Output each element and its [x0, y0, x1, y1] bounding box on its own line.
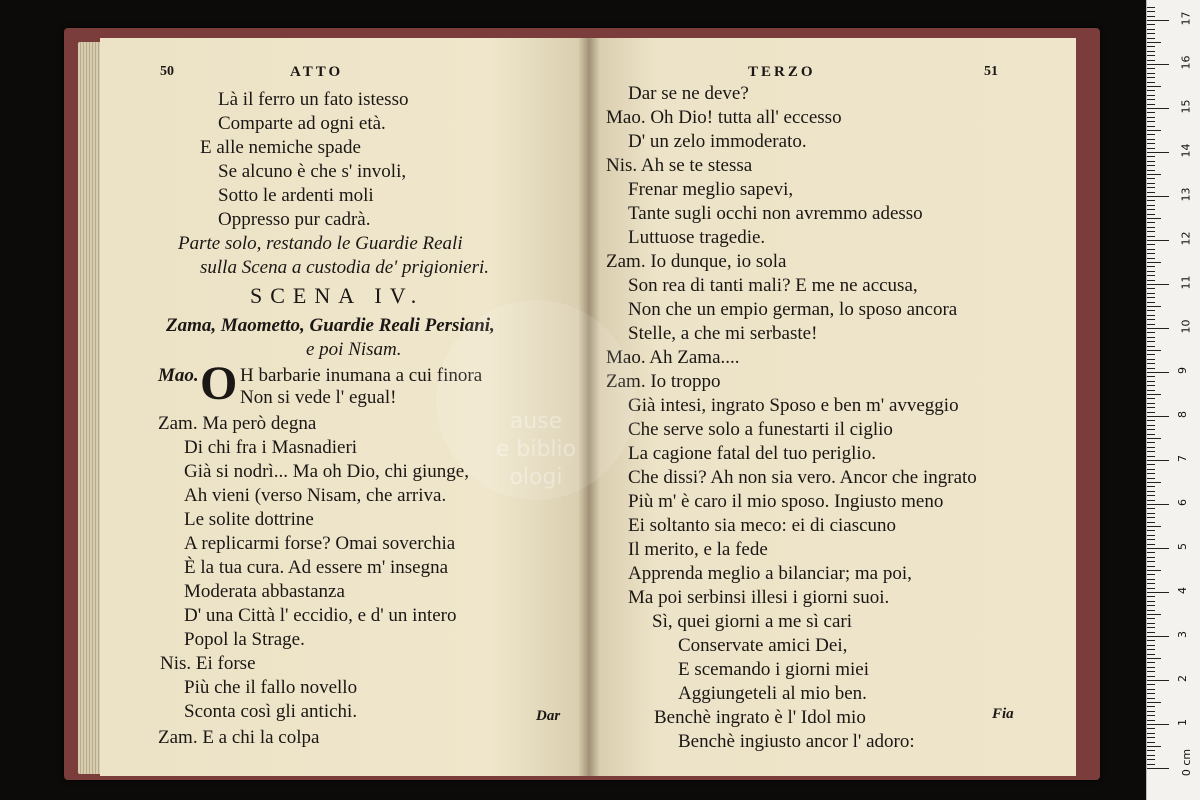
ruler-tick [1147, 258, 1155, 259]
ruler-tick [1147, 473, 1155, 474]
ruler-tick [1147, 447, 1155, 448]
speaker-mao: Mao. [158, 365, 199, 386]
ruler-number: 16 [1179, 55, 1193, 70]
ruler-tick [1147, 605, 1155, 606]
ruler-tick [1147, 231, 1155, 232]
ruler-tick [1147, 156, 1155, 157]
ruler-tick [1147, 526, 1161, 527]
right-line-14: Già intesi, ingrato Sposo e ben m' avveggio [628, 395, 959, 416]
right-line-25: E scemando i giorni miei [678, 659, 870, 680]
ruler-tick [1147, 363, 1155, 364]
ruler-tick [1147, 130, 1161, 131]
ruler-tick [1147, 214, 1155, 215]
ruler-tick [1147, 174, 1161, 175]
ruler-tick [1147, 178, 1155, 179]
right-line-11: Stelle, a che mi serbaste! [628, 323, 818, 344]
ruler-tick [1147, 222, 1155, 223]
ruler-tick [1147, 86, 1161, 87]
ruler-tick [1147, 55, 1155, 56]
ruler-tick [1147, 702, 1161, 703]
left-line-mao-2: Non si vede l' egual! [240, 387, 397, 408]
ruler-tick [1147, 187, 1155, 188]
ruler-tick [1147, 209, 1155, 210]
right-line-9: Son rea di tanti mali? E me ne accusa, [628, 275, 918, 296]
ruler-number: 8 [1176, 411, 1189, 418]
ruler-tick [1147, 456, 1155, 457]
ruler-number: 4 [1176, 587, 1189, 594]
ruler-tick [1147, 29, 1155, 30]
ruler-tick [1147, 398, 1155, 399]
ruler-tick [1147, 33, 1155, 34]
ruler-tick [1147, 16, 1155, 17]
ruler-tick [1147, 662, 1155, 663]
ruler-tick [1147, 152, 1169, 153]
ruler-tick [1147, 271, 1155, 272]
measurement-ruler [1146, 0, 1200, 800]
ruler-tick [1147, 381, 1155, 382]
ruler-tick [1147, 297, 1155, 298]
left-line-zam-8: Moderata abbastanza [184, 581, 345, 602]
ruler-tick [1147, 478, 1155, 479]
ruler-number: 11 [1179, 275, 1193, 290]
ruler-tick [1147, 596, 1155, 597]
ruler-number: 15 [1179, 99, 1193, 114]
ruler-tick [1147, 715, 1155, 716]
ruler-tick [1147, 676, 1155, 677]
left-line-nis-3: Sconta così gli antichi. [184, 701, 358, 722]
ruler-tick [1147, 491, 1155, 492]
library-watermark [436, 300, 636, 500]
ruler-tick [1147, 460, 1169, 461]
ruler-tick [1147, 275, 1155, 276]
left-line-zam-1: Zam. Ma però degna [158, 413, 317, 434]
left-line-zam-5: Le solite dottrine [184, 509, 314, 530]
ruler-tick [1147, 240, 1169, 241]
ruler-tick [1147, 412, 1155, 413]
left-line-zam-7: È la tua cura. Ad essere m' insegna [184, 557, 449, 578]
ruler-tick [1147, 11, 1155, 12]
right-line-8: Zam. Io dunque, io sola [606, 251, 787, 272]
right-line-26: Aggiungeteli al mio ben. [678, 683, 867, 704]
right-line-24: Conservate amici Dei, [678, 635, 848, 656]
ruler-tick [1147, 442, 1155, 443]
ruler-tick [1147, 324, 1155, 325]
drop-cap: O [200, 357, 238, 410]
ruler-tick [1147, 728, 1155, 729]
ruler-tick [1147, 636, 1169, 637]
ruler-tick [1147, 64, 1169, 65]
left-line-zam-last: Zam. E a chi la colpa [158, 727, 320, 748]
left-line-zam-2: Di chi fra i Masnadieri [184, 437, 358, 458]
ruler-tick [1147, 742, 1155, 743]
ruler-tick [1147, 737, 1155, 738]
ruler-tick [1147, 82, 1155, 83]
ruler-tick [1147, 284, 1169, 285]
ruler-tick [1147, 640, 1155, 641]
ruler-number: 14 [1179, 143, 1193, 158]
ruler-tick [1147, 623, 1155, 624]
ruler-tick [1147, 385, 1155, 386]
ruler-tick [1147, 434, 1155, 435]
ruler-tick [1147, 755, 1155, 756]
ruler-tick [1147, 236, 1155, 237]
right-line-21: Apprenda meglio a bilanciar; ma poi, [628, 563, 912, 584]
ruler-tick [1147, 73, 1155, 74]
ruler-tick [1147, 658, 1161, 659]
ruler-tick [1147, 359, 1155, 360]
ruler-tick [1147, 733, 1155, 734]
ruler-tick [1147, 95, 1155, 96]
ruler-tick [1147, 346, 1155, 347]
ruler-tick [1147, 724, 1169, 725]
ruler-tick [1147, 618, 1155, 619]
ruler-number: 10 [1179, 319, 1193, 334]
ruler-tick [1147, 293, 1155, 294]
ruler-tick [1147, 394, 1161, 395]
ruler-tick [1147, 768, 1169, 769]
left-line-nis-2: Più che il fallo novello [184, 677, 358, 698]
ruler-tick [1147, 42, 1161, 43]
ruler-tick [1147, 610, 1155, 611]
ruler-tick [1147, 319, 1155, 320]
left-line-zam-9: D' una Città l' eccidio, e d' un intero [184, 605, 457, 626]
right-line-18: Più m' è caro il mio sposo. Ingiusto meno [628, 491, 944, 512]
ruler-tick [1147, 425, 1155, 426]
ruler-tick [1147, 500, 1155, 501]
scene-title: SCENA IV. [250, 283, 425, 308]
ruler-tick [1147, 627, 1155, 628]
right-line-17: Che dissi? Ah non sia vero. Ancor che ingrato [628, 467, 977, 488]
left-line-4: Se alcuno è che s' involi, [218, 161, 407, 182]
ruler-tick [1147, 117, 1155, 118]
ruler-tick [1147, 544, 1155, 545]
left-running-header: ATTO [290, 64, 344, 80]
left-line-zam-4: Ah vieni (verso Nisam, che arriva. [184, 485, 447, 506]
ruler-tick [1147, 328, 1169, 329]
ruler-tick [1147, 24, 1155, 25]
ruler-tick [1147, 451, 1155, 452]
right-line-5: Frenar meglio sapevi, [628, 179, 794, 200]
ruler-tick [1147, 332, 1155, 333]
ruler-tick [1147, 539, 1155, 540]
right-line-13: Zam. Io troppo [606, 371, 721, 392]
stage-direction-1: Parte solo, restando le Guardie Reali [178, 233, 463, 254]
ruler-tick [1147, 253, 1155, 254]
ruler-tick [1147, 121, 1155, 122]
ruler-tick [1147, 746, 1161, 747]
ruler-tick [1147, 368, 1155, 369]
right-line-10: Non che un empio german, lo sposo ancora [628, 299, 958, 320]
characters-line-1: Zama, Maometto, Guardie Reali Persiani, [166, 315, 495, 336]
ruler-tick [1147, 350, 1161, 351]
ruler-tick [1147, 566, 1155, 567]
ruler-tick [1147, 522, 1155, 523]
ruler-tick [1147, 706, 1155, 707]
ruler-tick [1147, 68, 1155, 69]
ruler-tick [1147, 667, 1155, 668]
ruler-tick [1147, 632, 1155, 633]
ruler-tick [1147, 689, 1155, 690]
ruler-tick [1147, 51, 1155, 52]
right-line-7: Luttuose tragedie. [628, 227, 766, 248]
ruler-tick [1147, 438, 1161, 439]
ruler-tick [1147, 614, 1161, 615]
left-line-1: Là il ferro un fato istesso [218, 89, 409, 110]
ruler-tick [1147, 530, 1155, 531]
characters-line-2: e poi Nisam. [306, 339, 402, 360]
ruler-tick [1147, 552, 1155, 553]
right-line-22: Ma poi serbinsi illesi i giorni suoi. [628, 587, 890, 608]
ruler-tick [1147, 134, 1155, 135]
stage-direction-2: sulla Scena a custodia de' prigionieri. [200, 257, 490, 278]
left-line-6: Oppresso pur cadrà. [218, 209, 371, 230]
ruler-tick [1147, 513, 1155, 514]
ruler-tick [1147, 548, 1169, 549]
ruler-tick [1147, 403, 1155, 404]
ruler-tick [1147, 711, 1155, 712]
ruler-tick [1147, 200, 1155, 201]
right-line-6: Tante sugli occhi non avremmo adesso [628, 203, 923, 224]
ruler-tick [1147, 148, 1155, 149]
ruler-tick [1147, 38, 1155, 39]
ruler-number: 17 [1179, 11, 1193, 26]
ruler-tick [1147, 429, 1155, 430]
watermark-line-2: e biblio [495, 437, 577, 462]
ruler-tick [1147, 759, 1155, 760]
left-line-3: E alle nemiche spade [200, 137, 361, 158]
ruler-number: 12 [1179, 231, 1193, 246]
ruler-number: 7 [1176, 455, 1189, 462]
ruler-tick [1147, 227, 1155, 228]
right-line-2: Mao. Oh Dio! tutta all' eccesso [606, 107, 842, 128]
right-line-28: Benchè ingiusto ancor l' adoro: [678, 731, 915, 752]
left-line-2: Comparte ad ogni età. [218, 113, 386, 134]
ruler-tick [1147, 262, 1161, 263]
ruler-tick [1147, 517, 1155, 518]
left-line-nis-1: Nis. Ei forse [160, 653, 256, 674]
right-line-16: La cagione fatal del tuo periglio. [628, 443, 876, 464]
ruler-tick [1147, 508, 1155, 509]
left-line-5: Sotto le ardenti moli [218, 185, 374, 206]
ruler-tick [1147, 60, 1155, 61]
ruler-tick [1147, 504, 1169, 505]
ruler-tick [1147, 218, 1161, 219]
ruler-unit-label: 0 cm [1180, 748, 1194, 777]
ruler-tick [1147, 588, 1155, 589]
ruler-number: 13 [1179, 187, 1193, 202]
ruler-tick [1147, 420, 1155, 421]
ruler-tick [1147, 306, 1161, 307]
ruler-tick [1147, 315, 1155, 316]
ruler-tick [1147, 170, 1155, 171]
ruler-tick [1147, 183, 1155, 184]
ruler-tick [1147, 310, 1155, 311]
right-line-23: Sì, quei giorni a me sì cari [652, 611, 852, 632]
ruler-tick [1147, 249, 1155, 250]
ruler-tick [1147, 288, 1155, 289]
ruler-tick [1147, 280, 1155, 281]
ruler-tick [1147, 161, 1155, 162]
ruler-tick [1147, 592, 1169, 593]
ruler-tick [1147, 46, 1155, 47]
ruler-tick [1147, 390, 1155, 391]
ruler-tick [1147, 90, 1155, 91]
ruler-tick [1147, 649, 1155, 650]
ruler-tick [1147, 601, 1155, 602]
ruler-tick [1147, 645, 1155, 646]
right-line-12: Mao. Ah Zama.... [606, 347, 740, 368]
ruler-tick [1147, 671, 1155, 672]
ruler-tick [1147, 416, 1169, 417]
ruler-tick [1147, 535, 1155, 536]
left-line-mao-1: H barbarie inumana a cui finora [240, 365, 483, 386]
ruler-tick [1147, 99, 1155, 100]
ruler-tick [1147, 77, 1155, 78]
ruler-tick [1147, 126, 1155, 127]
ruler-tick [1147, 764, 1155, 765]
ruler-number: 6 [1176, 499, 1189, 506]
ruler-tick [1147, 469, 1155, 470]
watermark-line-1: ause [509, 409, 563, 434]
ruler-tick [1147, 205, 1155, 206]
ruler-tick [1147, 654, 1155, 655]
right-line-20: Il merito, e la fede [628, 539, 768, 560]
right-line-1: Dar se ne deve? [628, 83, 749, 104]
ruler-tick [1147, 112, 1155, 113]
watermark-line-3: ologi [509, 465, 563, 490]
ruler-number: 9 [1176, 367, 1189, 374]
ruler-tick [1147, 486, 1155, 487]
ruler-tick [1147, 561, 1155, 562]
ruler-tick [1147, 192, 1155, 193]
ruler-tick [1147, 680, 1169, 681]
ruler-tick [1147, 139, 1155, 140]
ruler-tick [1147, 244, 1155, 245]
ruler-tick [1147, 143, 1155, 144]
ruler-tick [1147, 20, 1169, 21]
ruler-number: 2 [1176, 675, 1189, 682]
ruler-tick [1147, 579, 1155, 580]
right-catchword: Fia [992, 706, 1014, 722]
ruler-tick [1147, 337, 1155, 338]
ruler-tick [1147, 165, 1155, 166]
ruler-tick [1147, 108, 1169, 109]
ruler-tick [1147, 574, 1155, 575]
right-line-4: Nis. Ah se te stessa [606, 155, 753, 176]
ruler-number: 5 [1176, 543, 1189, 550]
ruler-tick [1147, 266, 1155, 267]
ruler-tick [1147, 583, 1155, 584]
ruler-tick [1147, 750, 1155, 751]
right-line-3: D' un zelo immoderato. [628, 131, 807, 152]
ruler-tick [1147, 302, 1155, 303]
ruler-number: 3 [1176, 631, 1189, 638]
ruler-tick [1147, 698, 1155, 699]
ruler-tick [1147, 7, 1155, 8]
right-line-19: Ei soltanto sia meco: ei di ciascuno [628, 515, 897, 536]
right-line-27: Benchè ingrato è l' Idol mio [654, 707, 866, 728]
left-page-number: 50 [160, 64, 174, 79]
ruler-tick [1147, 354, 1155, 355]
ruler-tick [1147, 557, 1155, 558]
ruler-tick [1147, 407, 1155, 408]
ruler-tick [1147, 341, 1155, 342]
ruler-tick [1147, 482, 1161, 483]
ruler-tick [1147, 464, 1155, 465]
left-line-zam-3: Già si nodrì... Ma oh Dio, chi giunge, [184, 461, 469, 482]
ruler-tick [1147, 684, 1155, 685]
right-page-number: 51 [984, 64, 998, 79]
left-line-zam-10: Popol la Strage. [184, 629, 305, 650]
ruler-tick [1147, 376, 1155, 377]
ruler-tick [1147, 196, 1169, 197]
ruler-tick [1147, 495, 1155, 496]
left-line-zam-6: A replicarmi forse? Omai soverchia [184, 533, 456, 554]
ruler-tick [1147, 693, 1155, 694]
ruler-tick [1147, 570, 1161, 571]
left-catchword: Dar [536, 708, 561, 724]
ruler-tick [1147, 720, 1155, 721]
right-running-header: TERZO [748, 64, 816, 80]
right-page [588, 38, 1076, 776]
ruler-number: 1 [1176, 719, 1189, 726]
ruler-tick [1147, 372, 1169, 373]
right-line-15: Che serve solo a funestarti il ciglio [628, 419, 893, 440]
ruler-tick [1147, 104, 1155, 105]
